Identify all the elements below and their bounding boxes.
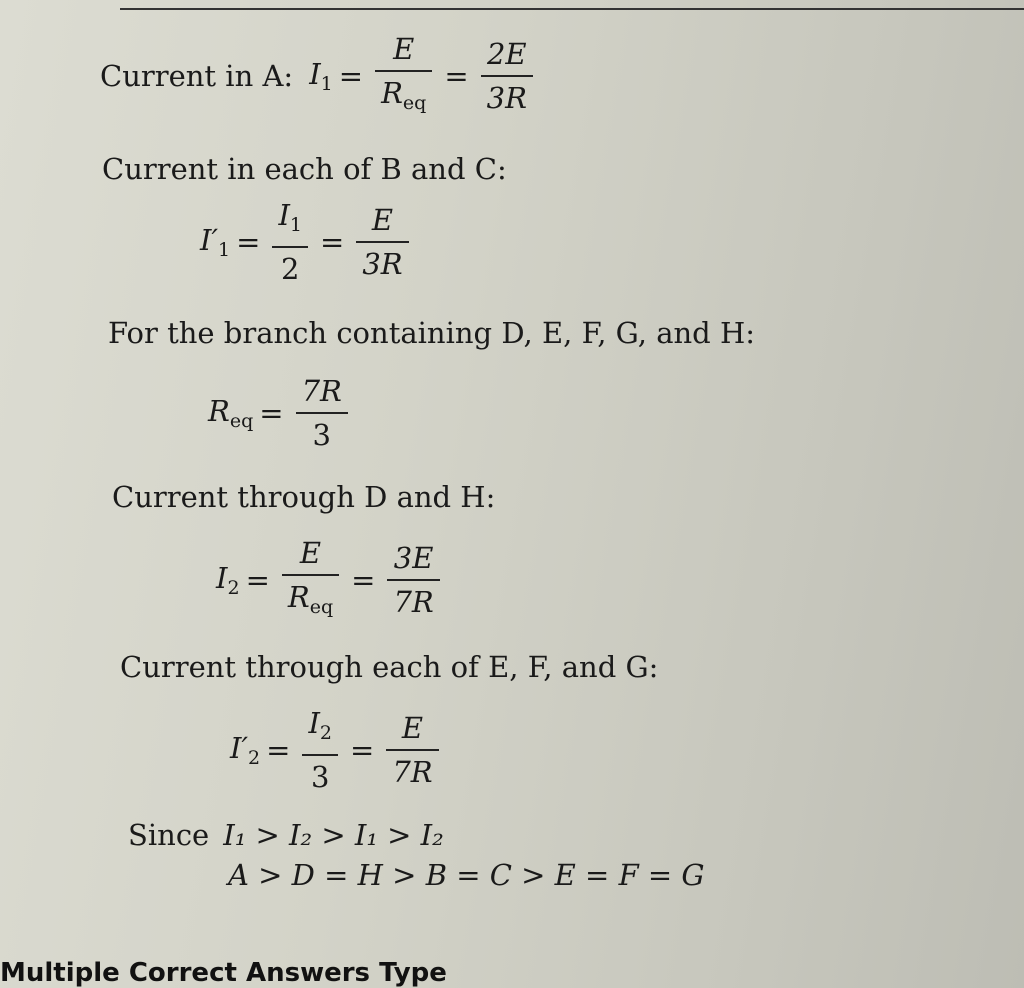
equals-sign: =: [351, 563, 376, 597]
equation-current-a: [100, 30, 539, 122]
equals-sign: =: [350, 733, 375, 767]
current-inequality: I₁ > I₂ > I₁ > I₂: [223, 818, 444, 852]
equation-current-efg: [230, 704, 445, 796]
equals-sign: =: [338, 59, 364, 93]
current-dh-heading: Current through D and H:: [112, 480, 496, 514]
equation-current-dh: [216, 534, 446, 626]
equals-sign: =: [320, 225, 345, 259]
req-symbol: $R_{eq}$: [208, 394, 254, 432]
current-a-label: Current in A:: [100, 59, 294, 93]
equals-sign: =: [266, 733, 291, 767]
equals-sign: =: [245, 563, 270, 597]
section-heading: Multiple Correct Answers Type: [0, 958, 447, 988]
element-ordering: A > D = H > B = C > E = F = G: [228, 858, 705, 892]
equals-sign: =: [236, 225, 261, 259]
since-inequality: [128, 818, 444, 852]
fraction-e-over-req: $\frac{E}{R_{eq}}$: [375, 30, 432, 122]
i2-symbol: $I_2$: [216, 561, 240, 599]
fraction-e-over-req-2: $\frac{E}{R_{eq}}$: [282, 534, 339, 626]
equation-req: [208, 372, 354, 454]
i1-symbol: $I_1$: [309, 57, 333, 95]
top-rule: [120, 8, 1024, 10]
fraction-i2-over-3: $\frac{I_2}{3}$: [302, 704, 338, 796]
fraction-e-over-3r: $\frac{E}{3R}$: [356, 201, 408, 283]
fraction-7r-over-3: $\frac{7R}{3}$: [296, 372, 348, 454]
i2-prime-symbol: $I'_2$: [230, 731, 261, 769]
fraction-i1-over-2: $\frac{I_1}{2}$: [272, 196, 308, 288]
equation-current-bc: [200, 196, 415, 288]
fraction-e-over-7r: $\frac{E}{7R}$: [386, 709, 438, 791]
equals-sign: =: [444, 59, 469, 93]
fraction-3e-over-7r: $\frac{3E}{7R}$: [387, 539, 439, 621]
fraction-2e-over-3r: $\frac{2E}{3R}$: [481, 35, 533, 117]
since-label: Since: [128, 818, 210, 852]
branch-heading: For the branch containing D, E, F, G, and H:: [108, 316, 756, 350]
i1-prime-symbol: $I'_1$: [200, 223, 231, 261]
current-bc-heading: Current in each of B and C:: [102, 152, 507, 186]
equals-sign: =: [259, 396, 284, 430]
current-efg-heading: Current through each of E, F, and G:: [120, 650, 659, 684]
